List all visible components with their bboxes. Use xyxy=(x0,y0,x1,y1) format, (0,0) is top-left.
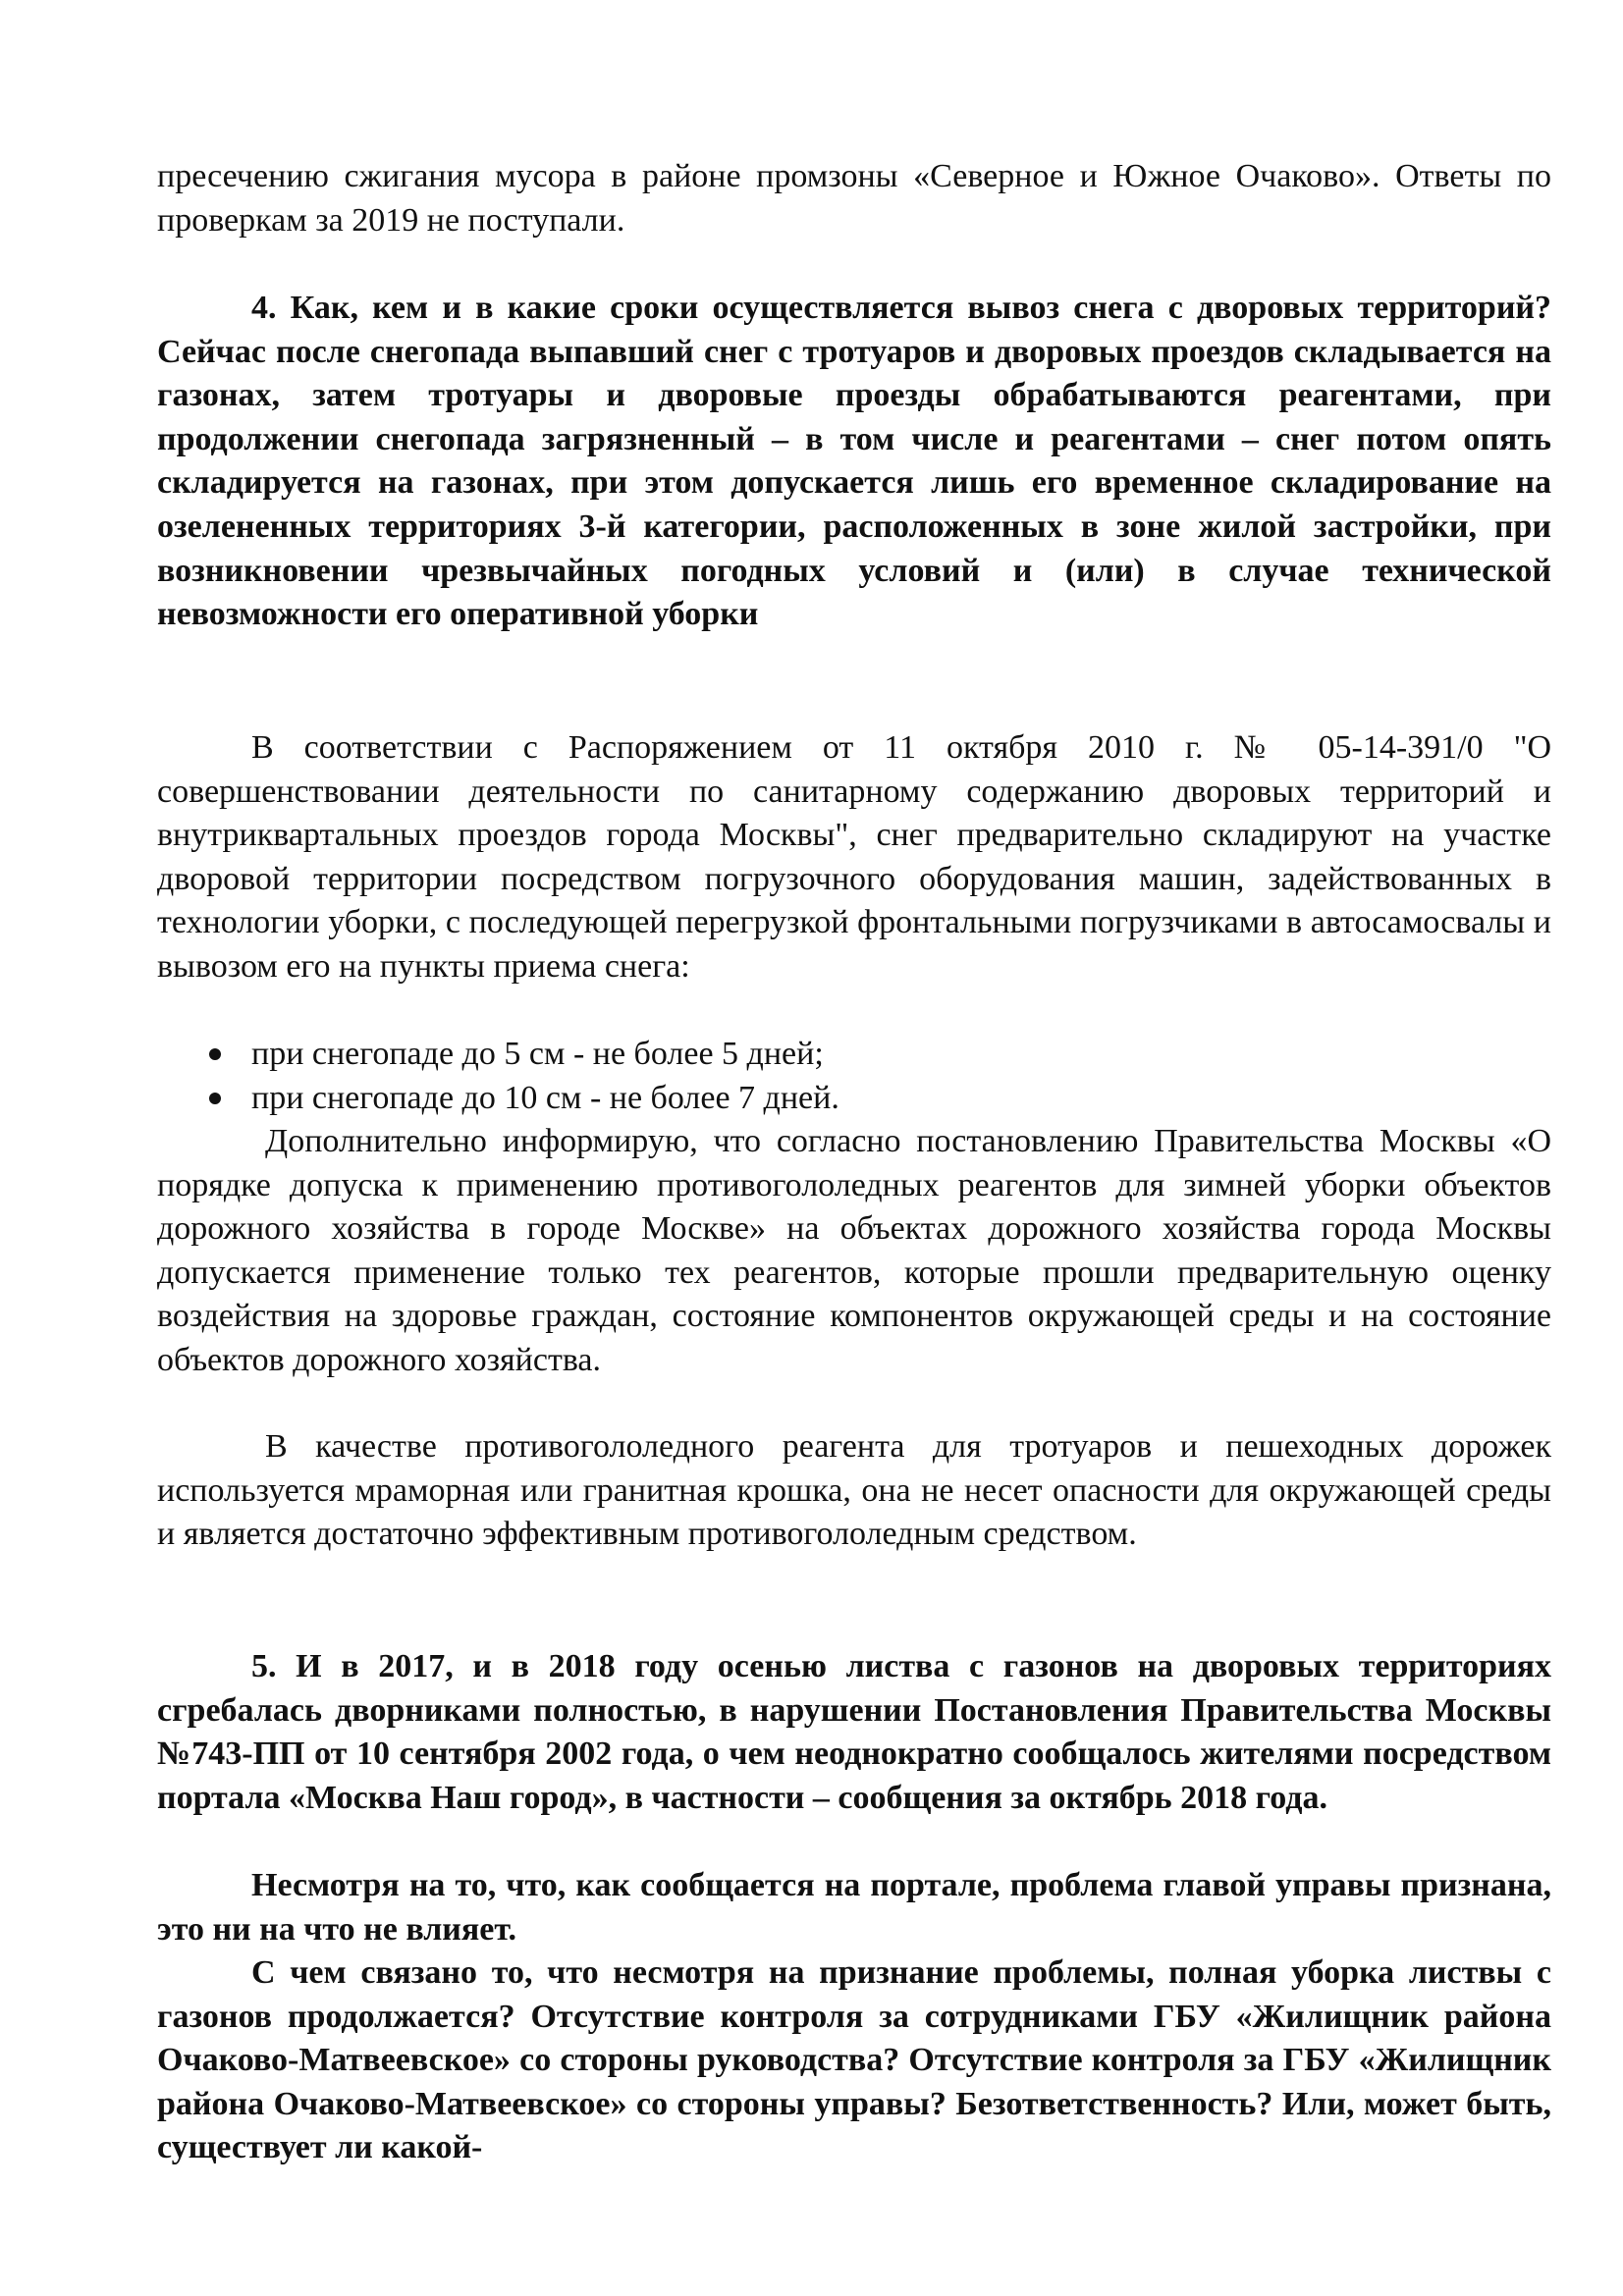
bullet-icon xyxy=(209,1093,221,1104)
question-5-follow-up xyxy=(157,1951,1551,2170)
answer-4-crumb-text: В качестве противогололедного реагента для тротуаров и пешеходных дорожек используется мраморная или гранитная крошка, она не несет опасности для окружающей среды и является достаточно эффективным противогололедным средством. xyxy=(157,1428,1551,1553)
paragraph-text: пресечению сжигания мусора в районе промзоны «Северное и Южное Очаково». Ответы по проверкам за 2019 не поступали. xyxy=(157,158,1551,239)
question-5-note-text: Несмотря на то, что, как сообщается на портале, проблема главой управы признана, это ни на что не влияет. xyxy=(157,1867,1551,1948)
question-5 xyxy=(157,1645,1551,1820)
question-4 xyxy=(157,287,1551,637)
answer-4 xyxy=(157,726,1551,989)
bullet-icon xyxy=(209,1048,221,1060)
question-5-text: 5. И в 2017, и в 2018 году осенью листва с газонов на дворовых территориях сгребалась дворниками полностью, в нарушении Постановления Правительства Москвы №743-ПП от 10 сентября 2002 года, о чем неоднократно сообщалось жителями посредством портала «Москва Наш город», в частности – сообщения за октябрь 2018 года. xyxy=(157,1648,1551,1816)
answer-4-crumb xyxy=(157,1425,1551,1557)
answer-4-text: В соответствии с Распоряжением от 11 октября 2010 г. № 05-14-391/0 "О совершенствовании деятельности по санитарному содержанию дворовых территорий и внутриквартальных проездов города Москвы", снег предварительно складируют на участке дворовой территории посредством погрузочного оборудования машин, задействованных в технологии уборки, с последующей перегрузкой фронтальными погрузчиками в автосамосвалы и вывозом его на пункты приема снега: xyxy=(157,729,1551,985)
question-4-text: 4. Как, кем и в какие сроки осуществляется вывоз снега с дворовых территорий? Сейчас после снегопада выпавший снег с тротуаров и дворовых проездов складывается на газонах, затем тротуары и дворовые проезды обрабатываются реагентами, при продолжении снегопада загрязненный – в том числе и реагентами – снег потом опять складируется на газонах, при этом допускается лишь его временное складирование на озелененных территориях 3-й категории, расположенных в зоне жилой застройки, при возникновении чрезвычайных погодных условий и (или) в случае технической невозможности его оперативной уборки xyxy=(157,290,1551,633)
question-5-note xyxy=(157,1864,1551,1951)
list-item xyxy=(157,1033,1551,1077)
list-item-text: при снегопаде до 5 см - не более 5 дней; xyxy=(251,1036,824,1072)
answer-4-additional-text: Дополнительно информирую, что согласно постановлению Правительства Москвы «О порядке допуска к применению противогололедных реагентов для зимней уборки объектов дорожного хозяйства в городе Москве» на объектах дорожного хозяйства города Москвы допускается применение только тех реагентов, которые прошли предварительную оценку воздействия на здоровье граждан, состояние компонентов окружающей среды и на состояние объектов дорожного хозяйства. xyxy=(157,1123,1551,1378)
list-item-text: при снегопаде до 10 см - не более 7 дней. xyxy=(251,1079,839,1116)
paragraph-intro xyxy=(157,155,1551,242)
question-5-follow-up-text: С чем связано то, что несмотря на признание проблемы, полная уборка листвы с газонов продолжается? Отсутствие контроля за сотрудниками ГБУ «Жилищник района Очаково-Матвеевское» со стороны руководства? Отсутствие контроля за ГБУ «Жилищник района Очаково-Матвеевское» со стороны управы? Безответственность? Или, может быть, существует ли какой- xyxy=(157,1954,1551,2166)
snow-removal-terms-list xyxy=(157,1033,1551,1120)
list-item xyxy=(157,1077,1551,1121)
answer-4-additional xyxy=(157,1120,1551,1383)
